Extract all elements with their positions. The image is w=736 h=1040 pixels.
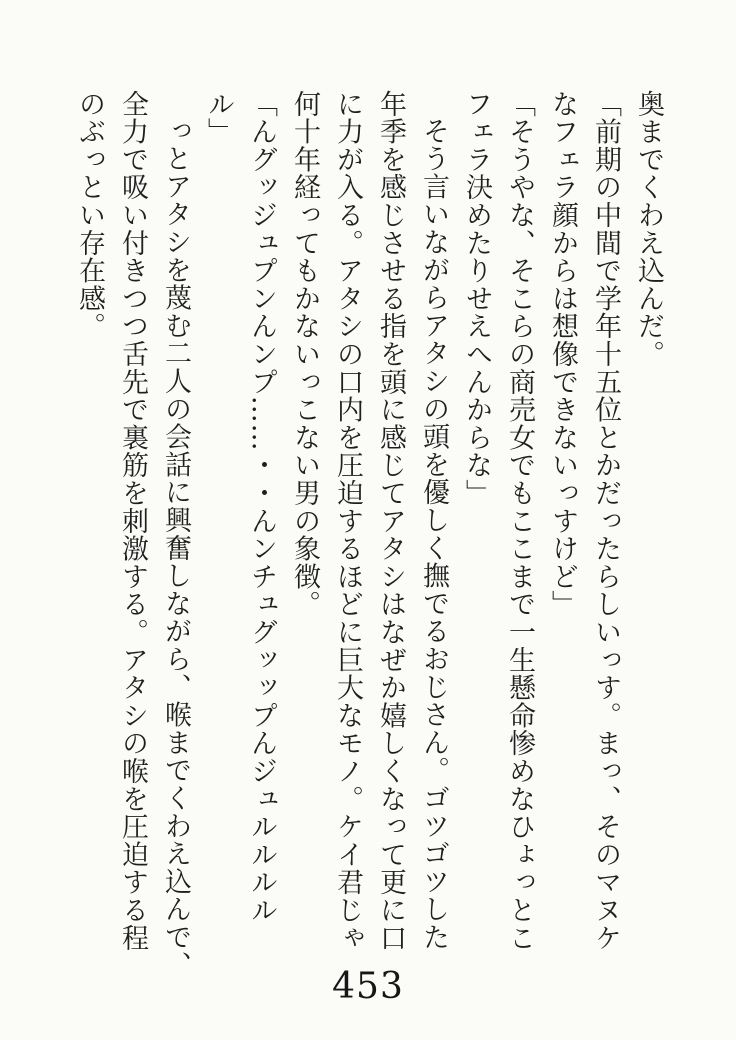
text-line: 「そうやな、そこらの商売女でもここまで一生懸命惨めなひょっとこ: [504, 90, 535, 952]
text-line: なフェラ顔からは想像できないっすけど」: [547, 90, 578, 619]
text-line: ル」: [203, 90, 234, 146]
text-line: そう言いながらアタシの頭を優しく撫でるおじさん。ゴツゴツした: [418, 117, 449, 951]
text-line: 「前期の中間で学年十五位とかだったらしいっす。まっ、そのマヌケ: [590, 90, 621, 952]
text-line: フェラ決めたりせえへんからな」: [461, 90, 492, 507]
text-line: 年季を感じさせる指を頭に感じてアタシはなぜか嬉しくなって更に口: [375, 90, 406, 952]
text-block: [66, 90, 670, 982]
page-number: 453: [332, 966, 404, 1007]
text-line: 全力で吸い付きつつ舌先で裏筋を刺激する。アタシの喉を圧迫する程: [117, 90, 148, 952]
text-line: 奥までくわえ込んだ。: [633, 90, 664, 368]
text-line: 「んグッジュプンんンプ……・・んンチュグッップんジュルルルル: [246, 90, 277, 924]
text-line: 何十年経ってもかないっこない男の象徴。: [289, 90, 320, 619]
text-line: のぶっとい存在感。: [74, 90, 105, 341]
text-line: っとアタシを蔑む二人の会話に興奮しながら、喉までくわえ込んで、: [160, 117, 191, 979]
text-line: に力が入る。アタシの口内を圧迫するほどに巨大なモノ。ケイ君じゃ: [332, 90, 363, 952]
